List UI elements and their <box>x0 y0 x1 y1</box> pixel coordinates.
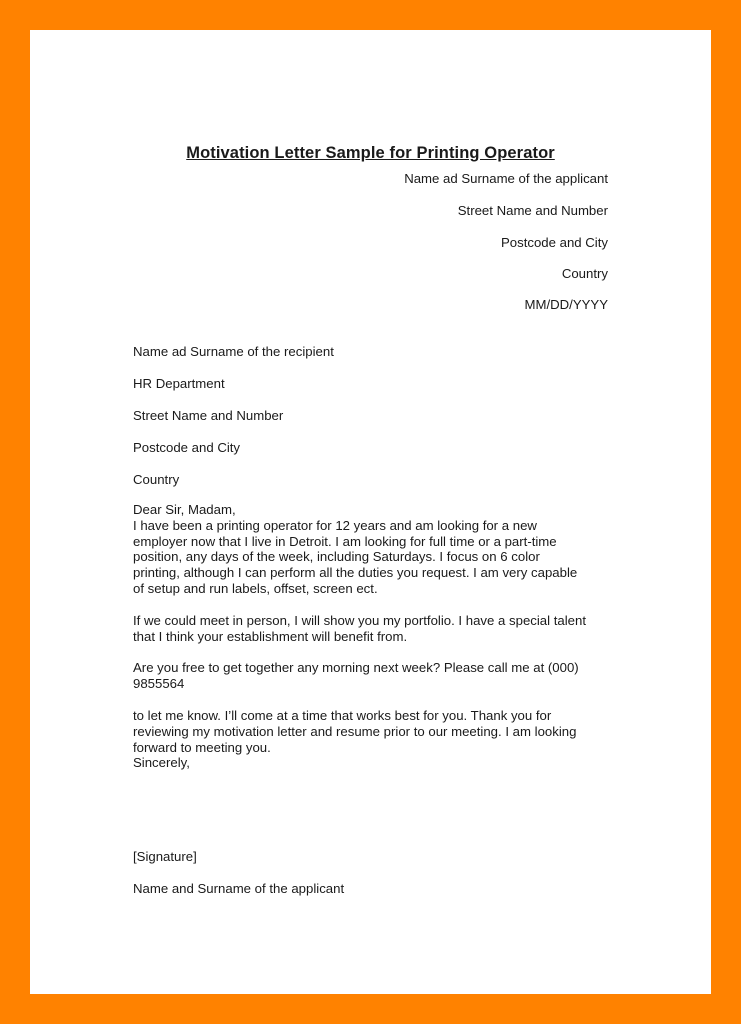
paragraph-line: position, any days of the week, including Saturdays. I focus on 6 color <box>133 549 540 565</box>
letter-page <box>30 30 711 994</box>
paragraph-line: If we could meet in person, I will show you my portfolio. I have a special talent <box>133 613 586 628</box>
paragraph-closing <box>133 708 613 771</box>
greeting: Dear Sir, Madam, <box>133 502 236 517</box>
paragraph-line: employer now that I live in Detroit. I am looking for full time or a part-time <box>133 533 557 549</box>
sender-country: Country <box>561 266 608 281</box>
paragraph-line: Are you free to get together any morning next week? Please call me at (000) <box>133 660 579 675</box>
recipient-street: Street Name and Number <box>133 408 284 423</box>
letter-title: Motivation Letter Sample for Printing Operator <box>186 144 555 162</box>
paragraph-line: 9855564 <box>133 675 185 691</box>
paragraph-line: of setup and run labels, offset, screen ect. <box>133 580 378 596</box>
paragraph-line: printing, although I can perform all the duties you request. I am very capable <box>133 565 578 581</box>
recipient-department: HR Department <box>133 376 225 391</box>
paragraph-line: reviewing my motivation letter and resume prior to our meeting. I am looking <box>133 723 577 739</box>
paragraph-portfolio <box>133 613 613 645</box>
sender-name: Name ad Surname of the applicant <box>404 171 608 186</box>
sender-street: Street Name and Number <box>457 203 608 218</box>
recipient-name: Name ad Surname of the recipient <box>133 344 334 359</box>
letter-body-intro <box>133 502 613 597</box>
sender-postcode-city: Postcode and City <box>500 235 608 250</box>
letter-date: MM/DD/YYYY <box>524 297 608 312</box>
closing: Sincerely, <box>133 755 190 771</box>
paragraph-line: to let me know. I’ll come at a time that works best for you. Thank you for <box>133 708 552 723</box>
paragraph-line: I have been a printing operator for 12 years and am looking for a new <box>133 517 537 533</box>
signature-placeholder: [Signature] <box>133 849 197 864</box>
paragraph-line: that I think your establishment will benefit from. <box>133 628 408 644</box>
paragraph-call <box>133 660 613 692</box>
signer-name: Name and Surname of the applicant <box>133 881 345 896</box>
recipient-postcode-city: Postcode and City <box>133 440 241 455</box>
recipient-country: Country <box>133 472 180 487</box>
paragraph-line: forward to meeting you. <box>133 739 271 755</box>
